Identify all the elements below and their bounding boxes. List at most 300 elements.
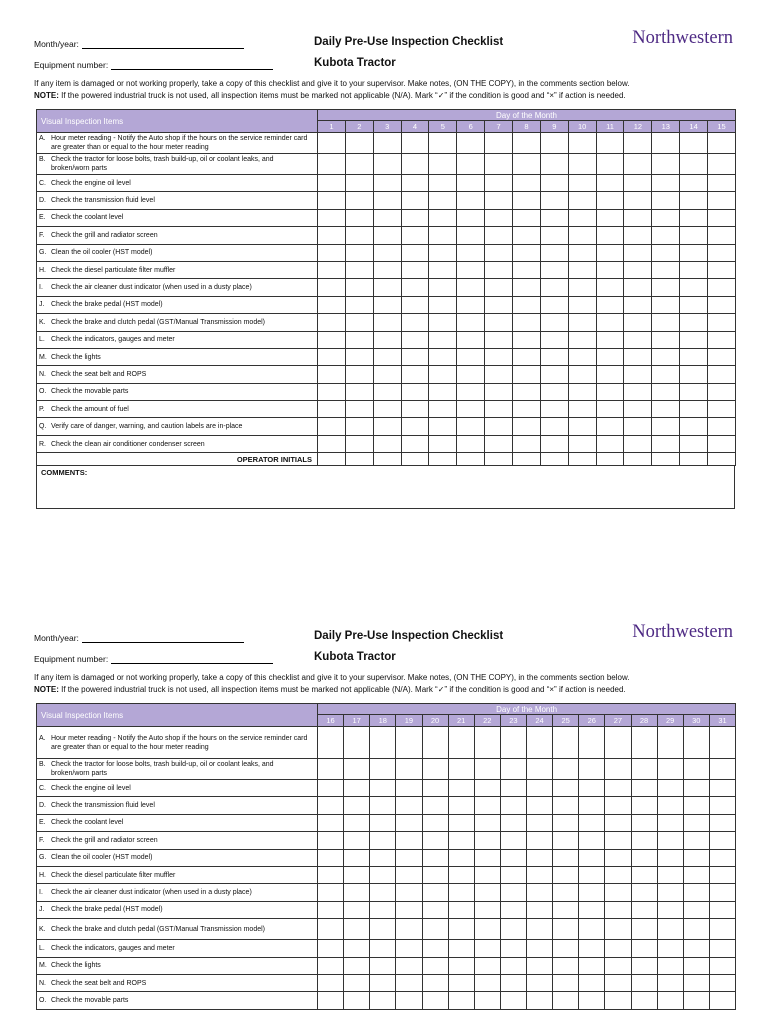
check-cell[interactable] (485, 383, 513, 400)
check-cell[interactable] (485, 418, 513, 435)
check-cell[interactable] (657, 866, 683, 883)
check-cell[interactable] (652, 383, 680, 400)
check-cell[interactable] (680, 435, 708, 452)
initials-cell[interactable] (345, 453, 373, 466)
check-cell[interactable] (318, 366, 346, 383)
check-cell[interactable] (318, 244, 346, 261)
check-cell[interactable] (474, 780, 500, 797)
check-cell[interactable] (652, 418, 680, 435)
check-cell[interactable] (605, 884, 631, 901)
check-cell[interactable] (401, 261, 429, 278)
check-cell[interactable] (500, 866, 526, 883)
check-cell[interactable] (401, 401, 429, 418)
check-cell[interactable] (344, 919, 370, 940)
check-cell[interactable] (527, 940, 553, 957)
check-cell[interactable] (579, 919, 605, 940)
check-cell[interactable] (513, 418, 541, 435)
check-cell[interactable] (708, 383, 736, 400)
check-cell[interactable] (631, 957, 657, 974)
check-cell[interactable] (631, 797, 657, 814)
check-cell[interactable] (527, 759, 553, 780)
check-cell[interactable] (422, 797, 448, 814)
check-cell[interactable] (631, 974, 657, 991)
check-cell[interactable] (568, 348, 596, 365)
check-cell[interactable] (422, 940, 448, 957)
check-cell[interactable] (624, 192, 652, 209)
check-cell[interactable] (344, 940, 370, 957)
check-cell[interactable] (568, 383, 596, 400)
check-cell[interactable] (624, 133, 652, 154)
check-cell[interactable] (579, 866, 605, 883)
check-cell[interactable] (401, 175, 429, 192)
check-cell[interactable] (652, 279, 680, 296)
check-cell[interactable] (652, 209, 680, 226)
check-cell[interactable] (485, 401, 513, 418)
check-cell[interactable] (485, 331, 513, 348)
check-cell[interactable] (429, 227, 457, 244)
check-cell[interactable] (683, 940, 709, 957)
check-cell[interactable] (540, 435, 568, 452)
check-cell[interactable] (401, 244, 429, 261)
check-cell[interactable] (318, 418, 346, 435)
check-cell[interactable] (540, 279, 568, 296)
check-cell[interactable] (579, 992, 605, 1009)
check-cell[interactable] (596, 296, 624, 313)
check-cell[interactable] (373, 192, 401, 209)
check-cell[interactable] (631, 780, 657, 797)
check-cell[interactable] (422, 901, 448, 918)
check-cell[interactable] (652, 244, 680, 261)
check-cell[interactable] (345, 279, 373, 296)
check-cell[interactable] (396, 727, 422, 759)
check-cell[interactable] (657, 814, 683, 831)
initials-cell[interactable] (401, 453, 429, 466)
check-cell[interactable] (373, 435, 401, 452)
check-cell[interactable] (345, 133, 373, 154)
check-cell[interactable] (513, 435, 541, 452)
check-cell[interactable] (422, 727, 448, 759)
check-cell[interactable] (345, 175, 373, 192)
check-cell[interactable] (396, 901, 422, 918)
initials-cell[interactable] (318, 453, 346, 466)
check-cell[interactable] (579, 814, 605, 831)
initials-cell[interactable] (680, 453, 708, 466)
check-cell[interactable] (579, 780, 605, 797)
check-cell[interactable] (373, 133, 401, 154)
check-cell[interactable] (709, 901, 735, 918)
check-cell[interactable] (373, 418, 401, 435)
check-cell[interactable] (553, 727, 579, 759)
check-cell[interactable] (429, 314, 457, 331)
check-cell[interactable] (652, 175, 680, 192)
check-cell[interactable] (527, 884, 553, 901)
check-cell[interactable] (680, 331, 708, 348)
check-cell[interactable] (500, 814, 526, 831)
check-cell[interactable] (624, 227, 652, 244)
check-cell[interactable] (631, 992, 657, 1009)
check-cell[interactable] (429, 154, 457, 175)
check-cell[interactable] (624, 366, 652, 383)
check-cell[interactable] (624, 261, 652, 278)
check-cell[interactable] (318, 992, 344, 1009)
check-cell[interactable] (579, 797, 605, 814)
check-cell[interactable] (429, 192, 457, 209)
check-cell[interactable] (596, 314, 624, 331)
check-cell[interactable] (429, 133, 457, 154)
check-cell[interactable] (474, 832, 500, 849)
check-cell[interactable] (318, 919, 344, 940)
check-cell[interactable] (422, 866, 448, 883)
check-cell[interactable] (631, 884, 657, 901)
initials-cell[interactable] (540, 453, 568, 466)
check-cell[interactable] (709, 992, 735, 1009)
check-cell[interactable] (568, 279, 596, 296)
check-cell[interactable] (568, 418, 596, 435)
check-cell[interactable] (474, 957, 500, 974)
check-cell[interactable] (318, 296, 346, 313)
check-cell[interactable] (485, 227, 513, 244)
check-cell[interactable] (652, 314, 680, 331)
check-cell[interactable] (318, 227, 346, 244)
check-cell[interactable] (568, 244, 596, 261)
initials-cell[interactable] (429, 453, 457, 466)
check-cell[interactable] (474, 901, 500, 918)
check-cell[interactable] (401, 279, 429, 296)
check-cell[interactable] (652, 192, 680, 209)
check-cell[interactable] (429, 209, 457, 226)
check-cell[interactable] (631, 940, 657, 957)
check-cell[interactable] (631, 832, 657, 849)
check-cell[interactable] (708, 314, 736, 331)
check-cell[interactable] (474, 940, 500, 957)
check-cell[interactable] (370, 866, 396, 883)
check-cell[interactable] (527, 957, 553, 974)
check-cell[interactable] (500, 974, 526, 991)
check-cell[interactable] (540, 209, 568, 226)
check-cell[interactable] (596, 366, 624, 383)
check-cell[interactable] (680, 418, 708, 435)
check-cell[interactable] (318, 175, 346, 192)
check-cell[interactable] (344, 832, 370, 849)
check-cell[interactable] (680, 227, 708, 244)
check-cell[interactable] (500, 780, 526, 797)
check-cell[interactable] (709, 884, 735, 901)
check-cell[interactable] (553, 849, 579, 866)
check-cell[interactable] (624, 154, 652, 175)
check-cell[interactable] (553, 884, 579, 901)
check-cell[interactable] (373, 383, 401, 400)
check-cell[interactable] (318, 133, 346, 154)
check-cell[interactable] (422, 919, 448, 940)
check-cell[interactable] (344, 884, 370, 901)
check-cell[interactable] (345, 314, 373, 331)
check-cell[interactable] (527, 901, 553, 918)
check-cell[interactable] (568, 192, 596, 209)
check-cell[interactable] (318, 901, 344, 918)
check-cell[interactable] (457, 366, 485, 383)
check-cell[interactable] (448, 727, 474, 759)
check-cell[interactable] (318, 348, 346, 365)
initials-cell[interactable] (513, 453, 541, 466)
check-cell[interactable] (448, 901, 474, 918)
check-cell[interactable] (680, 314, 708, 331)
check-cell[interactable] (624, 383, 652, 400)
check-cell[interactable] (513, 227, 541, 244)
check-cell[interactable] (500, 957, 526, 974)
check-cell[interactable] (318, 797, 344, 814)
check-cell[interactable] (527, 832, 553, 849)
check-cell[interactable] (396, 884, 422, 901)
check-cell[interactable] (540, 314, 568, 331)
check-cell[interactable] (540, 133, 568, 154)
initials-cell[interactable] (596, 453, 624, 466)
check-cell[interactable] (370, 901, 396, 918)
check-cell[interactable] (652, 366, 680, 383)
check-cell[interactable] (683, 814, 709, 831)
check-cell[interactable] (579, 849, 605, 866)
check-cell[interactable] (527, 974, 553, 991)
check-cell[interactable] (579, 832, 605, 849)
check-cell[interactable] (683, 866, 709, 883)
check-cell[interactable] (708, 244, 736, 261)
check-cell[interactable] (345, 192, 373, 209)
check-cell[interactable] (596, 261, 624, 278)
check-cell[interactable] (708, 435, 736, 452)
check-cell[interactable] (485, 175, 513, 192)
check-cell[interactable] (370, 759, 396, 780)
check-cell[interactable] (457, 296, 485, 313)
check-cell[interactable] (540, 366, 568, 383)
check-cell[interactable] (345, 154, 373, 175)
check-cell[interactable] (708, 401, 736, 418)
check-cell[interactable] (708, 418, 736, 435)
check-cell[interactable] (370, 974, 396, 991)
month-year-input[interactable] (82, 633, 244, 643)
check-cell[interactable] (631, 919, 657, 940)
check-cell[interactable] (345, 209, 373, 226)
check-cell[interactable] (527, 727, 553, 759)
check-cell[interactable] (631, 901, 657, 918)
check-cell[interactable] (373, 331, 401, 348)
check-cell[interactable] (709, 832, 735, 849)
check-cell[interactable] (605, 957, 631, 974)
check-cell[interactable] (708, 192, 736, 209)
check-cell[interactable] (605, 814, 631, 831)
check-cell[interactable] (683, 832, 709, 849)
check-cell[interactable] (624, 244, 652, 261)
check-cell[interactable] (568, 435, 596, 452)
check-cell[interactable] (513, 366, 541, 383)
check-cell[interactable] (709, 780, 735, 797)
check-cell[interactable] (345, 261, 373, 278)
check-cell[interactable] (553, 759, 579, 780)
check-cell[interactable] (318, 192, 346, 209)
check-cell[interactable] (624, 279, 652, 296)
check-cell[interactable] (318, 727, 344, 759)
check-cell[interactable] (624, 418, 652, 435)
check-cell[interactable] (596, 435, 624, 452)
check-cell[interactable] (527, 992, 553, 1009)
check-cell[interactable] (500, 759, 526, 780)
check-cell[interactable] (500, 884, 526, 901)
check-cell[interactable] (318, 884, 344, 901)
check-cell[interactable] (457, 331, 485, 348)
check-cell[interactable] (500, 849, 526, 866)
check-cell[interactable] (605, 940, 631, 957)
check-cell[interactable] (318, 957, 344, 974)
check-cell[interactable] (345, 227, 373, 244)
check-cell[interactable] (485, 154, 513, 175)
check-cell[interactable] (474, 759, 500, 780)
check-cell[interactable] (318, 866, 344, 883)
check-cell[interactable] (709, 974, 735, 991)
check-cell[interactable] (457, 133, 485, 154)
check-cell[interactable] (553, 992, 579, 1009)
check-cell[interactable] (485, 435, 513, 452)
check-cell[interactable] (401, 154, 429, 175)
check-cell[interactable] (553, 814, 579, 831)
check-cell[interactable] (683, 884, 709, 901)
check-cell[interactable] (370, 832, 396, 849)
check-cell[interactable] (396, 919, 422, 940)
check-cell[interactable] (500, 919, 526, 940)
check-cell[interactable] (318, 849, 344, 866)
check-cell[interactable] (596, 154, 624, 175)
check-cell[interactable] (579, 901, 605, 918)
check-cell[interactable] (448, 780, 474, 797)
month-year-input[interactable] (82, 39, 244, 49)
check-cell[interactable] (485, 348, 513, 365)
check-cell[interactable] (553, 780, 579, 797)
check-cell[interactable] (540, 175, 568, 192)
check-cell[interactable] (345, 348, 373, 365)
check-cell[interactable] (370, 940, 396, 957)
check-cell[interactable] (448, 814, 474, 831)
check-cell[interactable] (373, 175, 401, 192)
check-cell[interactable] (370, 727, 396, 759)
check-cell[interactable] (652, 435, 680, 452)
check-cell[interactable] (568, 209, 596, 226)
check-cell[interactable] (540, 261, 568, 278)
check-cell[interactable] (579, 759, 605, 780)
check-cell[interactable] (708, 279, 736, 296)
check-cell[interactable] (657, 919, 683, 940)
check-cell[interactable] (708, 331, 736, 348)
check-cell[interactable] (680, 366, 708, 383)
check-cell[interactable] (318, 383, 346, 400)
check-cell[interactable] (652, 227, 680, 244)
check-cell[interactable] (429, 348, 457, 365)
check-cell[interactable] (474, 727, 500, 759)
check-cell[interactable] (448, 832, 474, 849)
check-cell[interactable] (683, 780, 709, 797)
check-cell[interactable] (527, 797, 553, 814)
check-cell[interactable] (318, 780, 344, 797)
check-cell[interactable] (513, 192, 541, 209)
check-cell[interactable] (500, 992, 526, 1009)
check-cell[interactable] (680, 401, 708, 418)
check-cell[interactable] (429, 279, 457, 296)
check-cell[interactable] (579, 727, 605, 759)
check-cell[interactable] (631, 727, 657, 759)
check-cell[interactable] (448, 974, 474, 991)
check-cell[interactable] (474, 884, 500, 901)
check-cell[interactable] (457, 401, 485, 418)
check-cell[interactable] (344, 797, 370, 814)
check-cell[interactable] (401, 348, 429, 365)
check-cell[interactable] (624, 348, 652, 365)
check-cell[interactable] (396, 866, 422, 883)
check-cell[interactable] (345, 244, 373, 261)
check-cell[interactable] (345, 435, 373, 452)
check-cell[interactable] (457, 192, 485, 209)
check-cell[interactable] (553, 832, 579, 849)
check-cell[interactable] (624, 296, 652, 313)
check-cell[interactable] (631, 849, 657, 866)
check-cell[interactable] (605, 901, 631, 918)
check-cell[interactable] (657, 992, 683, 1009)
check-cell[interactable] (513, 261, 541, 278)
check-cell[interactable] (568, 261, 596, 278)
check-cell[interactable] (652, 348, 680, 365)
check-cell[interactable] (709, 727, 735, 759)
check-cell[interactable] (624, 175, 652, 192)
check-cell[interactable] (568, 331, 596, 348)
check-cell[interactable] (568, 154, 596, 175)
check-cell[interactable] (680, 279, 708, 296)
check-cell[interactable] (448, 866, 474, 883)
check-cell[interactable] (657, 759, 683, 780)
check-cell[interactable] (485, 244, 513, 261)
check-cell[interactable] (429, 244, 457, 261)
check-cell[interactable] (605, 974, 631, 991)
check-cell[interactable] (652, 154, 680, 175)
check-cell[interactable] (708, 209, 736, 226)
check-cell[interactable] (448, 797, 474, 814)
check-cell[interactable] (513, 314, 541, 331)
check-cell[interactable] (553, 957, 579, 974)
check-cell[interactable] (708, 296, 736, 313)
check-cell[interactable] (344, 727, 370, 759)
check-cell[interactable] (401, 227, 429, 244)
check-cell[interactable] (318, 209, 346, 226)
check-cell[interactable] (709, 940, 735, 957)
check-cell[interactable] (540, 383, 568, 400)
check-cell[interactable] (344, 780, 370, 797)
check-cell[interactable] (422, 780, 448, 797)
check-cell[interactable] (318, 331, 346, 348)
check-cell[interactable] (596, 244, 624, 261)
check-cell[interactable] (448, 919, 474, 940)
check-cell[interactable] (605, 866, 631, 883)
check-cell[interactable] (513, 279, 541, 296)
initials-cell[interactable] (373, 453, 401, 466)
check-cell[interactable] (474, 814, 500, 831)
check-cell[interactable] (401, 209, 429, 226)
check-cell[interactable] (448, 884, 474, 901)
check-cell[interactable] (373, 401, 401, 418)
check-cell[interactable] (318, 832, 344, 849)
check-cell[interactable] (448, 940, 474, 957)
check-cell[interactable] (422, 992, 448, 1009)
check-cell[interactable] (457, 418, 485, 435)
check-cell[interactable] (596, 133, 624, 154)
check-cell[interactable] (680, 133, 708, 154)
check-cell[interactable] (513, 175, 541, 192)
check-cell[interactable] (708, 154, 736, 175)
check-cell[interactable] (709, 849, 735, 866)
check-cell[interactable] (457, 348, 485, 365)
